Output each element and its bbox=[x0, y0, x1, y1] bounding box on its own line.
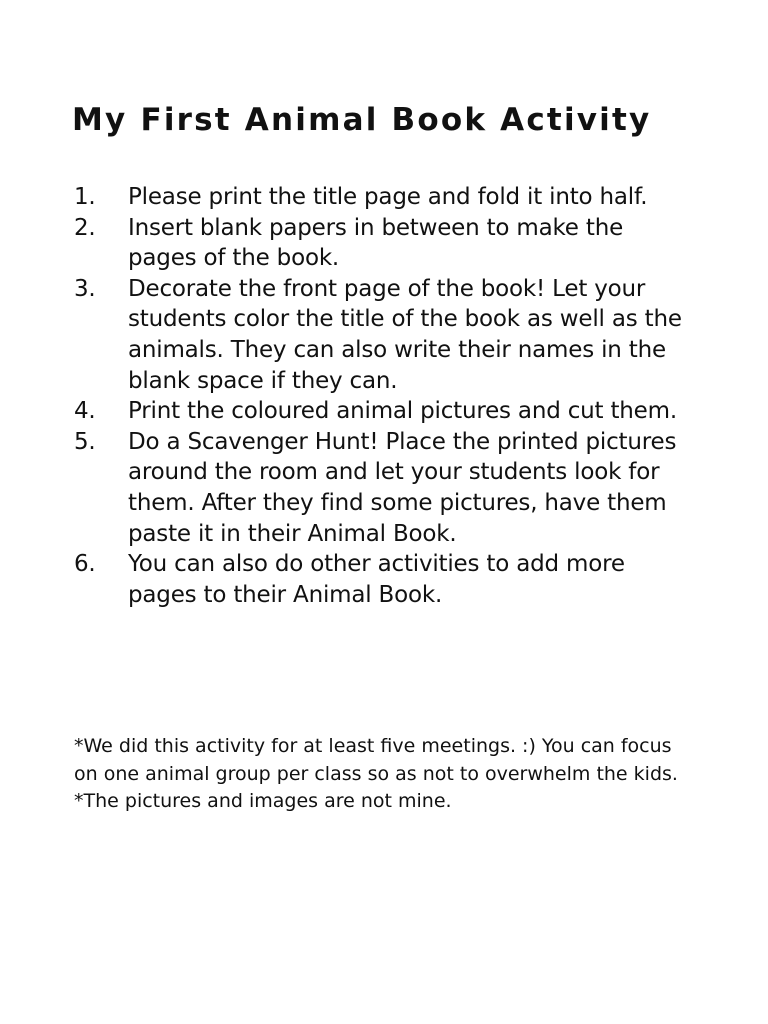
page-title: My First Animal Book Activity bbox=[72, 102, 652, 138]
step-number: 5. bbox=[74, 428, 96, 455]
step-number: 3. bbox=[74, 275, 96, 302]
step-number: 1. bbox=[74, 184, 96, 210]
step-number: 4. bbox=[74, 398, 96, 425]
notes-section bbox=[74, 733, 694, 816]
instruction-step bbox=[74, 549, 694, 610]
step-number: 6. bbox=[74, 551, 96, 578]
instruction-step bbox=[74, 213, 694, 274]
instruction-list bbox=[74, 182, 694, 610]
step-text: You can also do other activities to add more pages to their Animal Book. bbox=[128, 551, 625, 608]
step-number: 2. bbox=[74, 214, 96, 241]
instruction-step bbox=[74, 274, 694, 396]
step-text: Decorate the front page of the book! Let your students color the title of the book as well as the animals. They can also write their names in the blank space if they can. bbox=[128, 275, 682, 394]
instruction-step bbox=[74, 427, 694, 549]
step-text: Please print the title page and fold it into half. bbox=[128, 184, 648, 210]
instruction-step bbox=[74, 396, 694, 427]
step-text: Print the coloured animal pictures and cut them. bbox=[128, 398, 677, 425]
instruction-step bbox=[74, 182, 694, 213]
step-text: Do a Scavenger Hunt! Place the printed pictures around the room and let your students look for them. After they find some pictures, have them paste it in their Animal Book. bbox=[128, 428, 677, 547]
note-text: *The pictures and images are not mine. bbox=[74, 790, 452, 812]
note-text: *We did this activity for at least five meetings. :) You can focus on one animal group per class so as not to overwhelm the kids. bbox=[74, 735, 678, 785]
step-text: Insert blank papers in between to make the pages of the book. bbox=[128, 214, 624, 272]
